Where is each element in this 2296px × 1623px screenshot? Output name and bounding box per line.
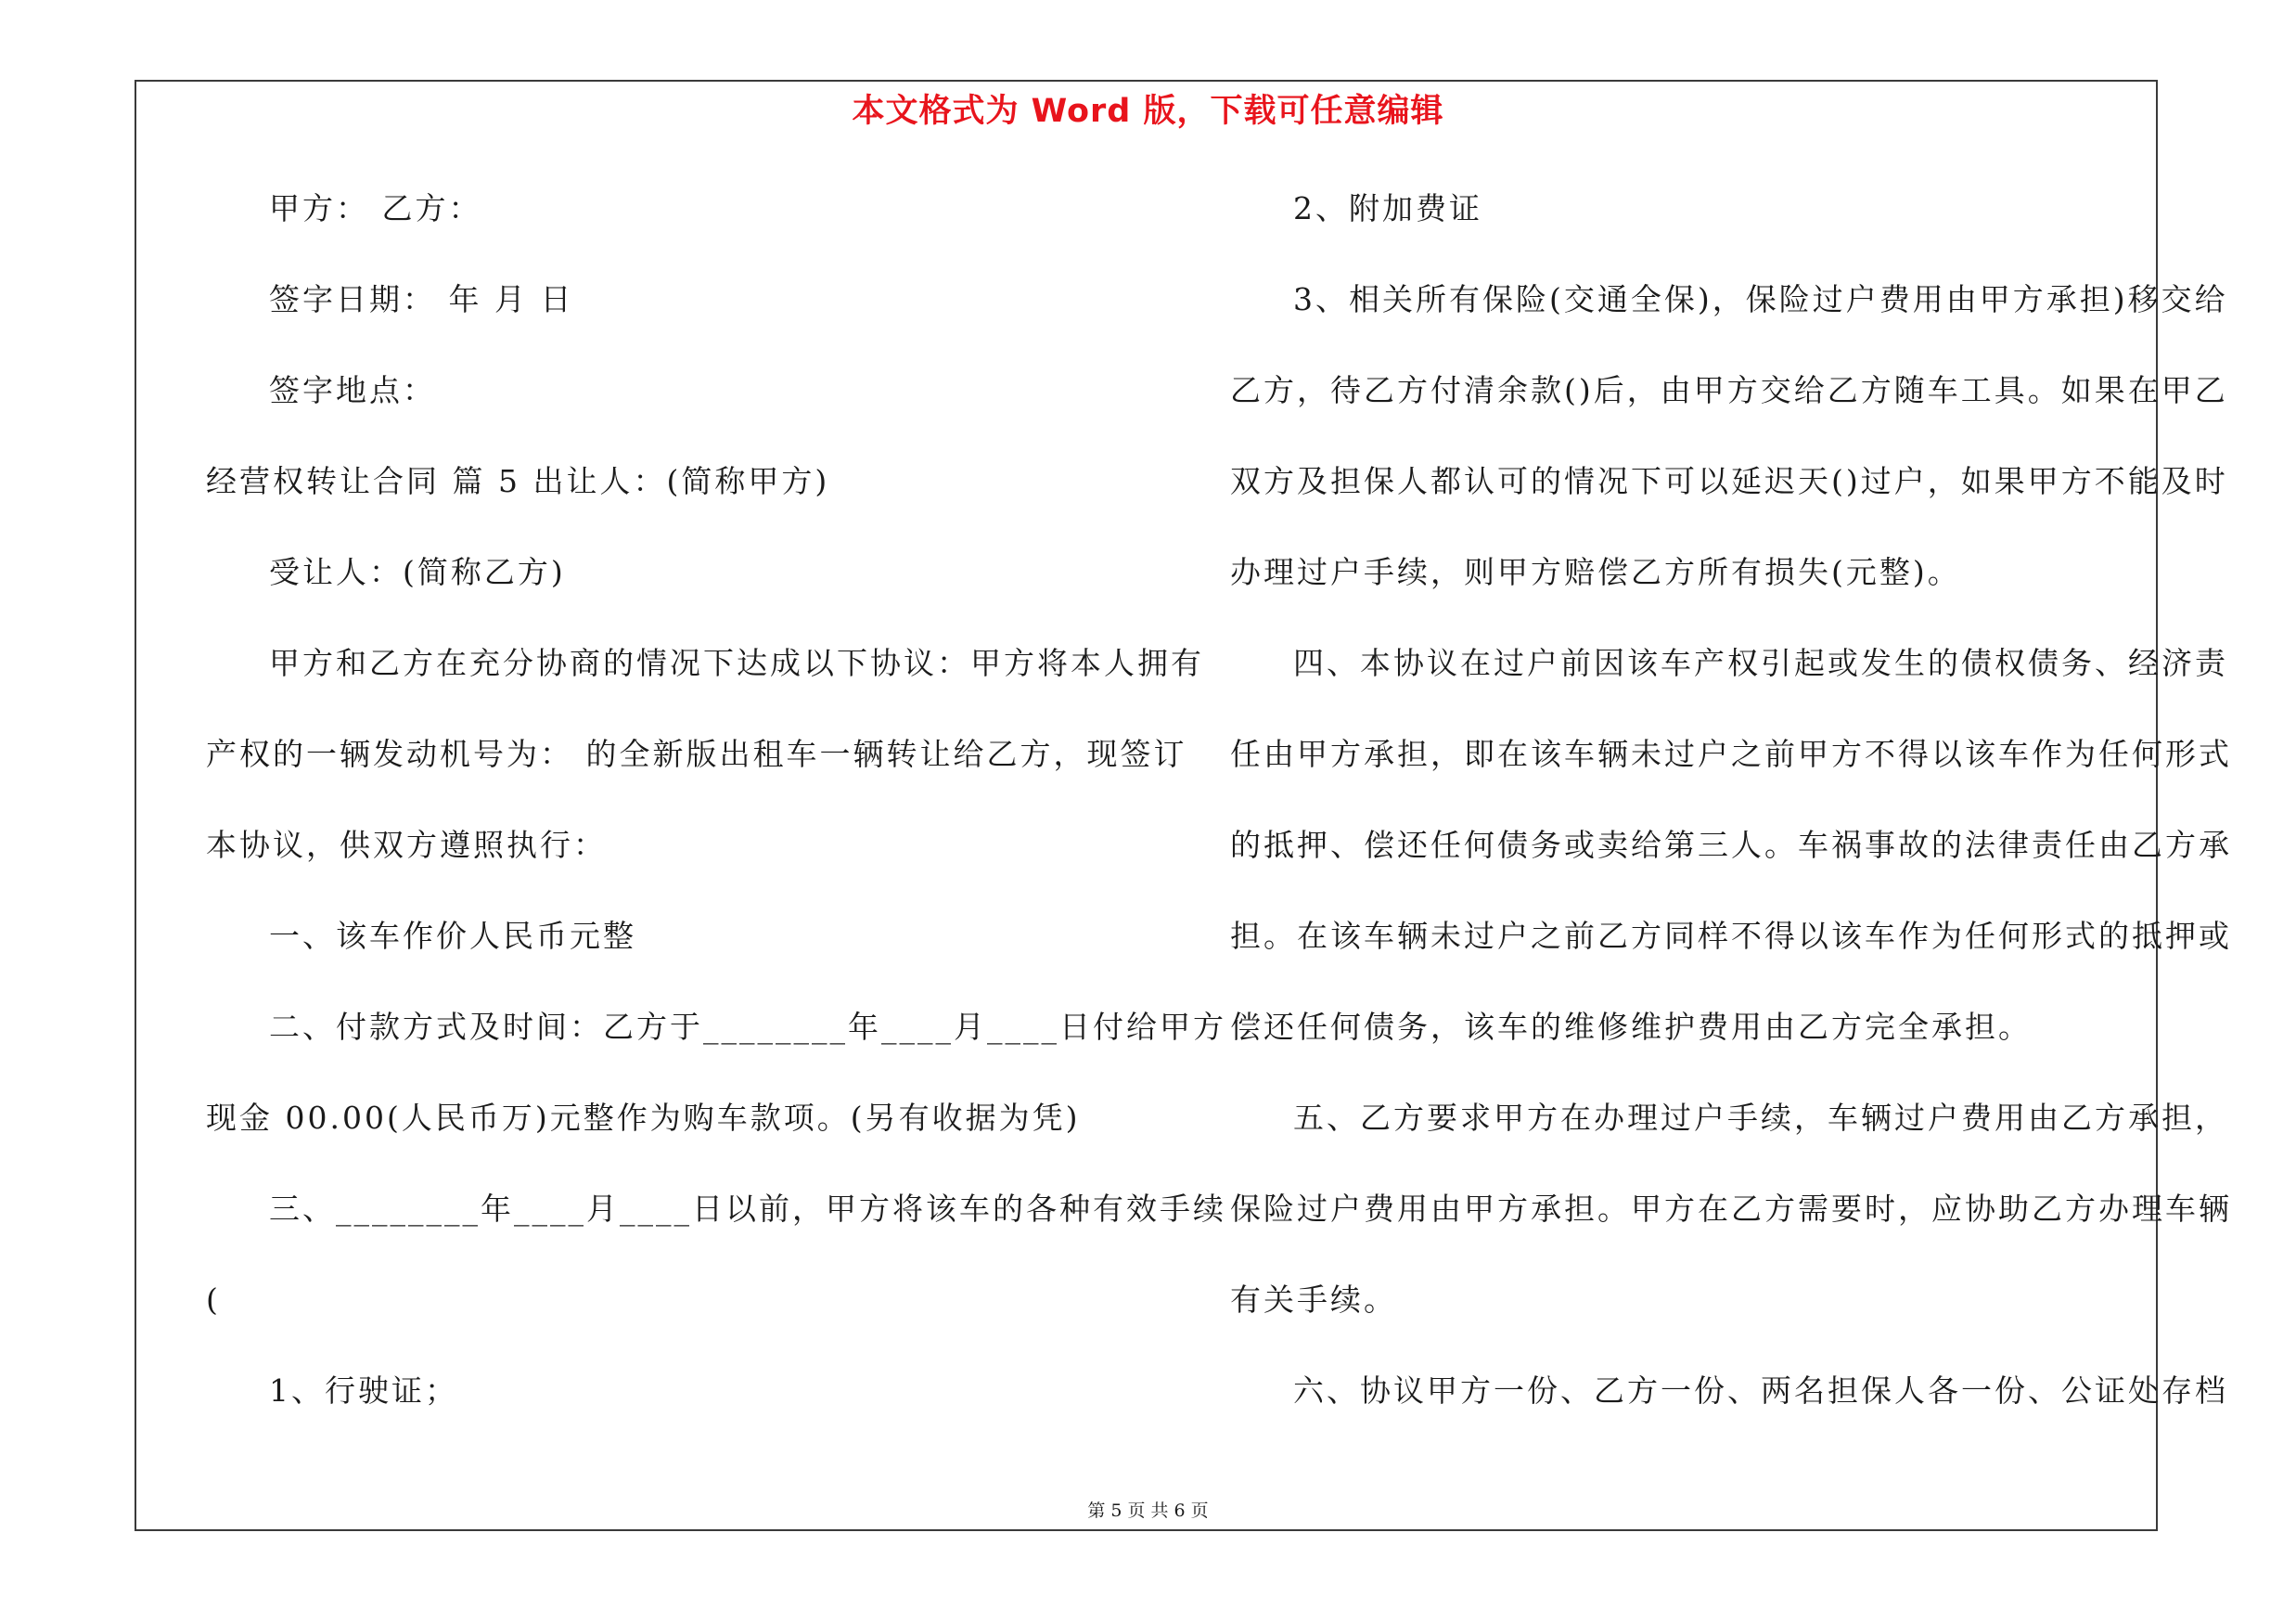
paragraph-line: 甲方和乙方在充分协商的情况下达成以下协议：甲方将本人拥有 xyxy=(269,645,1204,681)
paragraph-line: 2、附加费证 xyxy=(1293,190,1482,226)
paragraph-line: ( xyxy=(206,1282,221,1318)
paragraph-line: 二、付款方式及时间：乙方于________年____月____日付给甲方 xyxy=(269,1009,1226,1045)
paragraph-line: 乙方，待乙方付清余款()后，由甲方交给乙方随车工具。如果在甲乙 xyxy=(1230,372,2228,408)
paragraph-line: 产权的一辆发动机号为： 的全新版出租车一辆转让给乙方，现签订 xyxy=(206,736,1187,772)
page-footer: 第 5 页 共 6 页 xyxy=(1087,1501,1209,1521)
paragraph-line: 任由甲方承担，即在该车辆未过户之前甲方不得以该车作为任何形式 xyxy=(1230,736,2232,772)
paragraph-line: 三、________年____月____日以前，甲方将该车的各种有效手续 xyxy=(269,1191,1226,1227)
paragraph-line: 四、本协议在过户前因该车产权引起或发生的债权债务、经济责 xyxy=(1293,645,2228,681)
paragraph-line: 一、该车作价人民币元整 xyxy=(269,918,636,954)
format-banner: 本文格式为 Word 版，下载可任意编辑 xyxy=(852,93,1444,130)
paragraph-line: 办理过户手续，则甲方赔偿乙方所有损失(元整)。 xyxy=(1230,554,1961,590)
left-column xyxy=(206,186,1226,1459)
paragraph-line: 签字日期： 年 月 日 xyxy=(269,281,574,317)
paragraph-line: 受让人：(简称乙方) xyxy=(269,554,566,590)
paragraph-line: 的抵押、偿还任何债务或卖给第三人。车祸事故的法律责任由乙方承 xyxy=(1230,827,2232,863)
paragraph-line: 五、乙方要求甲方在办理过户手续，车辆过户费用由乙方承担， xyxy=(1293,1100,2228,1136)
right-column xyxy=(1230,186,2232,1459)
paragraph-line: 担。在该车辆未过户之前乙方同样不得以该车作为任何形式的抵押或 xyxy=(1230,918,2232,954)
paragraph-line: 六、协议甲方一份、乙方一份、两名担保人各一份、公证处存档 xyxy=(1293,1372,2228,1409)
paragraph-line: 现金 00.00(人民币万)元整作为购车款项。(另有收据为凭) xyxy=(206,1100,1081,1136)
paragraph-line: 签字地点： xyxy=(269,372,436,408)
paragraph-line: 保险过户费用由甲方承担。甲方在乙方需要时，应协助乙方办理车辆 xyxy=(1230,1191,2232,1227)
paragraph-line: 有关手续。 xyxy=(1230,1282,1397,1318)
paragraph-line: 经营权转让合同 篇 5 出让人：(简称甲方) xyxy=(206,463,830,499)
paragraph-line: 偿还任何债务，该车的维修维护费用由乙方完全承担。 xyxy=(1230,1009,2032,1045)
paragraph-line: 1、行驶证； xyxy=(269,1372,458,1409)
paragraph-line: 甲方： 乙方： xyxy=(269,190,482,226)
paragraph-line: 3、相关所有保险(交通全保)，保险过户费用由甲方承担)移交给 xyxy=(1293,281,2228,317)
paragraph-line: 本协议，供双方遵照执行： xyxy=(206,827,607,863)
paragraph-line: 双方及担保人都认可的情况下可以延迟天()过户，如果甲方不能及时 xyxy=(1230,463,2228,499)
